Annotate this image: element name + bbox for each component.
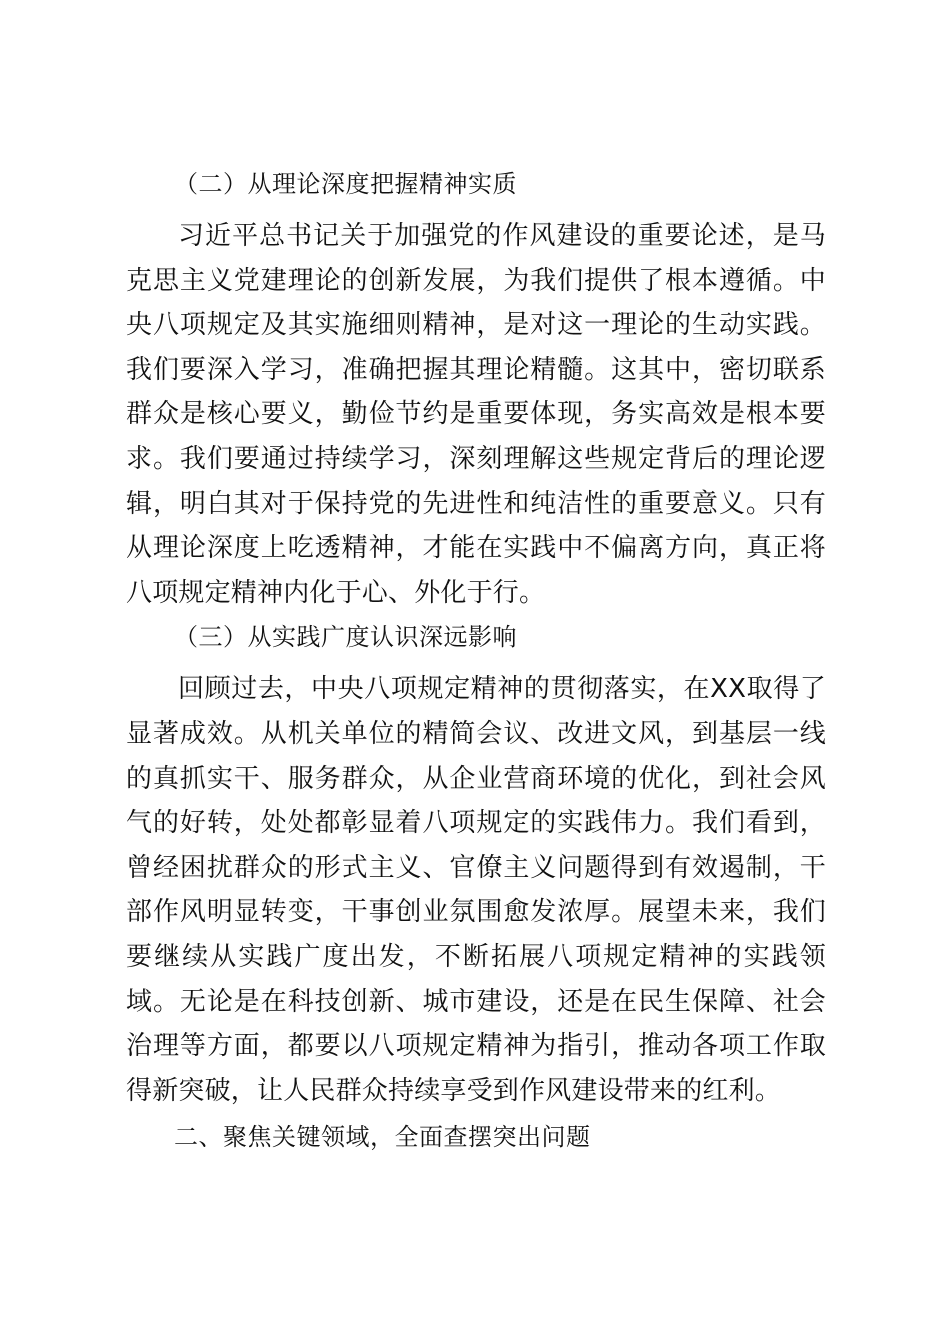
- section-heading-theory: （二）从理论深度把握精神实质: [174, 170, 517, 198]
- section-heading-practice: （三）从实践广度认识深远影响: [174, 623, 517, 652]
- chapter-heading-key-areas: 二、聚焦关键领域，全面查摆突出问题: [174, 1123, 591, 1152]
- paragraph-theory: 习近平总书记关于加强党的作风建设的重要论述，是马克思主义党建理论的创新发展，为我们提供了根本遵循。中央八项规定及其实施细则精神，是对这一理论的生动实践。我们要深入学习，准确把握其理论精髓。这其中，密切联系群众是核心要义，勤俭节约是重要体现，务实高效是根本要求。我们要通过持续学习，深刻理解这些规定背后的理论逻辑，明白其对于保持党的先进性和纯洁性的重要意义。只有从理论深度上吃透精神，才能在实践中不偏离方向，真正将八项规定精神内化于心、外化于行。: [126, 221, 826, 608]
- document-body: [126, 168, 826, 1153]
- paragraph-practice: 回顾过去，中央八项规定精神的贯彻落实，在XX取得了显著成效。从机关单位的精简会议、改进文风，到基层一线的真抓实干、服务群众，从企业营商环境的优化，到社会风气的好转，处处都彰显着八项规定的实践伟力。我们看到，曾经困扰群众的形式主义、官僚主义问题得到有效遏制，干部作风明显转变，干事创业氛围愈发浓厚。展望未来，我们要继续从实践广度出发，不断拓展八项规定精神的实践领域。无论是在科技创新、城市建设，还是在民生保障、社会治理等方面，都要以八项规定精神为指引，推动各项工作取得新突破，让人民群众持续享受到作风建设带来的红利。: [126, 674, 826, 1106]
